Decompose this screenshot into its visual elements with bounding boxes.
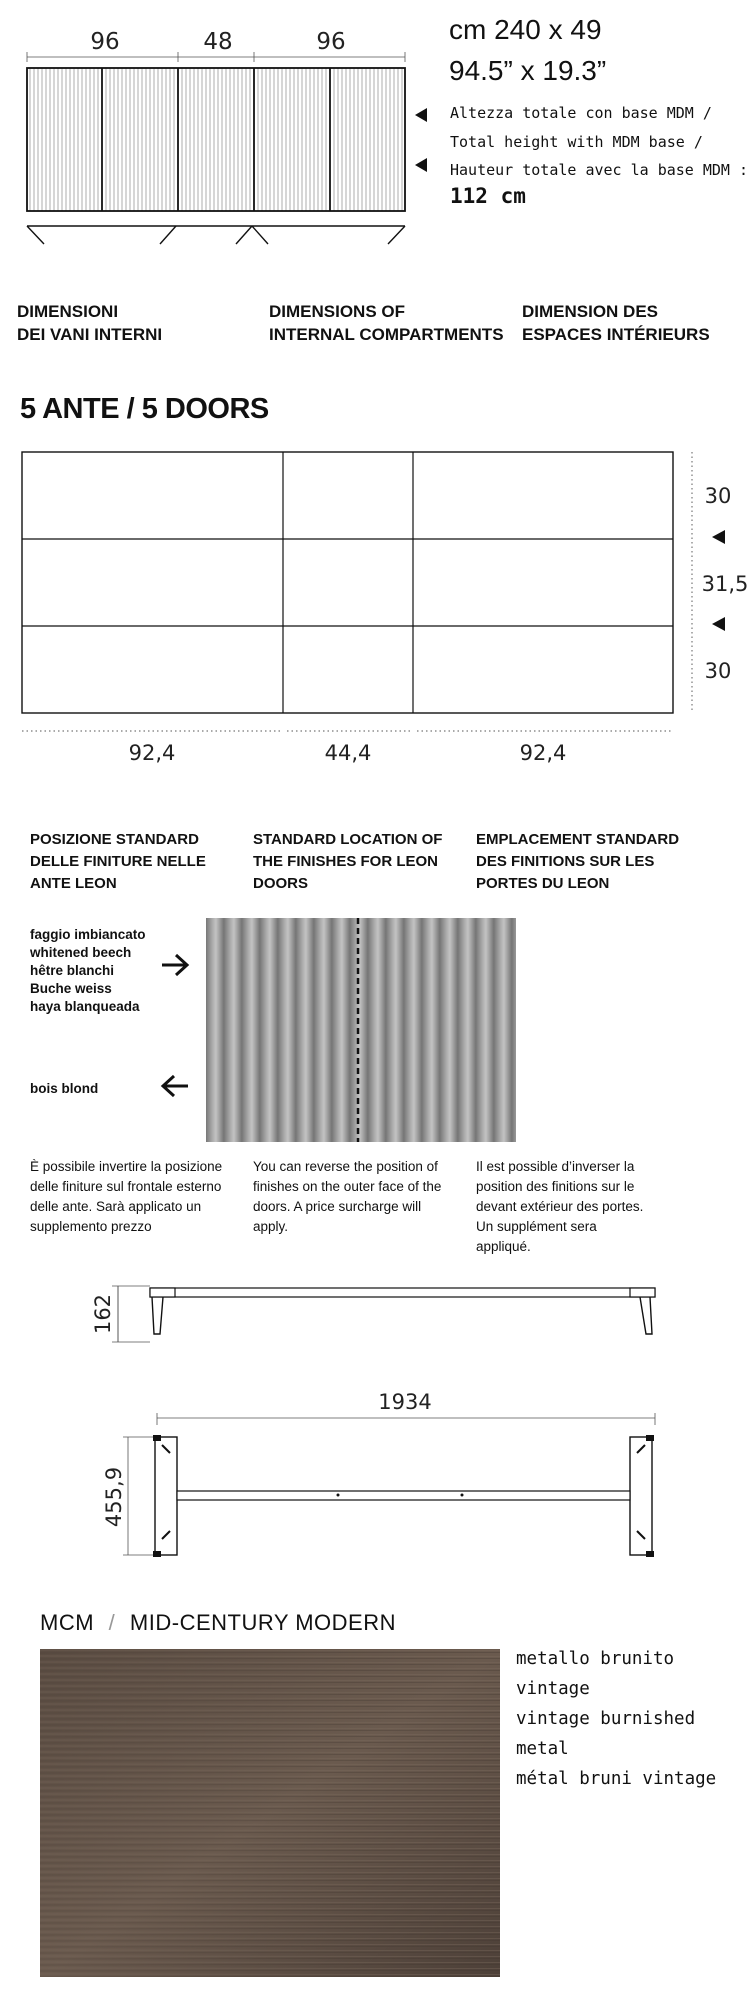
head-line: INTERNAL COMPARTMENTS — [269, 325, 504, 344]
head-line: PORTES DU LEON — [476, 875, 610, 892]
note-line: You can reverse the position of — [253, 1159, 438, 1174]
col-width-right: 92,4 — [519, 741, 567, 765]
wood-line: Buche weiss — [30, 981, 112, 996]
bois-blond-label: bois blond — [30, 1081, 99, 1096]
head-line: ESPACES INTÉRIEURS — [522, 325, 710, 344]
arrow-left-icon — [160, 1073, 190, 1099]
reverse-note-en — [253, 1157, 441, 1237]
wood-line: faggio imbiancato — [30, 927, 146, 942]
note-line: appliqué. — [476, 1239, 531, 1254]
reverse-note-it — [30, 1157, 222, 1237]
head-line: POSIZIONE STANDARD — [30, 831, 199, 848]
row-height-top: 30 — [704, 484, 732, 508]
top-dim-center: 48 — [203, 29, 233, 55]
finish-head-it — [30, 829, 206, 895]
head-line: DIMENSIONS OF — [269, 302, 406, 321]
note-line: Il est possible d’inverser la — [476, 1159, 635, 1174]
row-height-middle: 31,5 — [701, 572, 749, 596]
base-top-drawing — [0, 1385, 755, 1570]
head-line: DIMENSIONI — [17, 302, 119, 321]
note-line: Un supplément sera — [476, 1219, 597, 1234]
compartments-head-it — [17, 300, 162, 346]
mcm-title-sep: / — [108, 1610, 116, 1635]
note-line: supplemento prezzo — [30, 1219, 152, 1234]
base-width-value: 1934 — [378, 1390, 432, 1414]
note-line: apply. — [253, 1219, 289, 1234]
head-line: DEI VANI INTERNI — [17, 325, 163, 344]
head-line: DOORS — [253, 875, 309, 892]
head-line: DIMENSION DES — [522, 302, 659, 321]
head-line: STANDARD LOCATION OF — [253, 831, 443, 848]
note-line: delle ante. Sarà applicato un — [30, 1199, 202, 1214]
note-line: delle finiture sul frontale esterno — [30, 1179, 222, 1194]
note-line: devant extérieur des portes. — [476, 1199, 644, 1214]
note-line: position des finitions sur le — [476, 1179, 635, 1194]
dims-inches: 94.5” x 19.3” — [449, 55, 607, 86]
mcm-title-a: MCM — [40, 1610, 95, 1635]
head-line: DELLE FINITURE NELLE — [30, 853, 206, 870]
compartments-grid — [0, 440, 755, 780]
head-line: EMPLACEMENT STANDARD — [476, 831, 680, 848]
note-line: È possibile invertire la posizione — [30, 1159, 223, 1174]
finish-head-fr — [476, 829, 679, 895]
compartments-head-fr — [522, 300, 710, 346]
height-value: 112 cm — [450, 184, 526, 208]
base-height-value: 162 — [91, 1293, 115, 1335]
head-line: THE FINISHES FOR LEON — [253, 853, 439, 870]
col-width-center: 44,4 — [324, 741, 372, 765]
head-line: DES FINITIONS SUR LES — [476, 853, 655, 870]
finish-line: métal bruni vintage — [516, 1769, 717, 1789]
compartments-head-en — [269, 300, 504, 346]
wood-line: whitened beech — [30, 945, 132, 960]
burnished-metal-swatch — [40, 1649, 500, 1977]
compartments-title: 5 ANTE / 5 DOORS — [20, 393, 269, 425]
whitened-beech-label — [30, 926, 146, 1016]
mcm-title-b: MID-CENTURY MODERN — [129, 1610, 397, 1635]
note-line: doors. A price surcharge will — [253, 1199, 422, 1214]
finish-head-en — [253, 829, 442, 895]
mcm-title — [40, 1610, 396, 1636]
height-label-it: Altezza totale con base MDM / — [450, 104, 712, 122]
note-line: finishes on the outer face of the — [253, 1179, 442, 1194]
row-height-bottom: 30 — [704, 659, 732, 683]
height-label-fr: Hauteur totale avec la base MDM : — [450, 161, 749, 179]
finish-line: vintage burnished metal — [516, 1709, 696, 1759]
finish-line: metallo brunito vintage — [516, 1649, 675, 1699]
reverse-note-fr — [476, 1157, 643, 1257]
arrow-right-icon — [160, 952, 190, 978]
mcm-finish-label — [516, 1644, 755, 1794]
height-label-en: Total height with MDM base / — [450, 133, 703, 151]
wood-line: haya blanqueada — [30, 999, 140, 1014]
dims-cm: cm 240 x 49 — [449, 14, 602, 45]
top-dim-left: 96 — [90, 29, 120, 55]
base-depth-value: 455,9 — [102, 1466, 126, 1528]
sideboard-front-drawing — [0, 0, 430, 260]
head-line: ANTE LEON — [30, 875, 117, 892]
base-front-drawing — [0, 1270, 755, 1350]
col-width-left: 92,4 — [128, 741, 176, 765]
wood-line: hêtre blanchi — [30, 963, 115, 978]
top-dim-right: 96 — [316, 29, 346, 55]
door-finish-sample — [206, 918, 516, 1142]
